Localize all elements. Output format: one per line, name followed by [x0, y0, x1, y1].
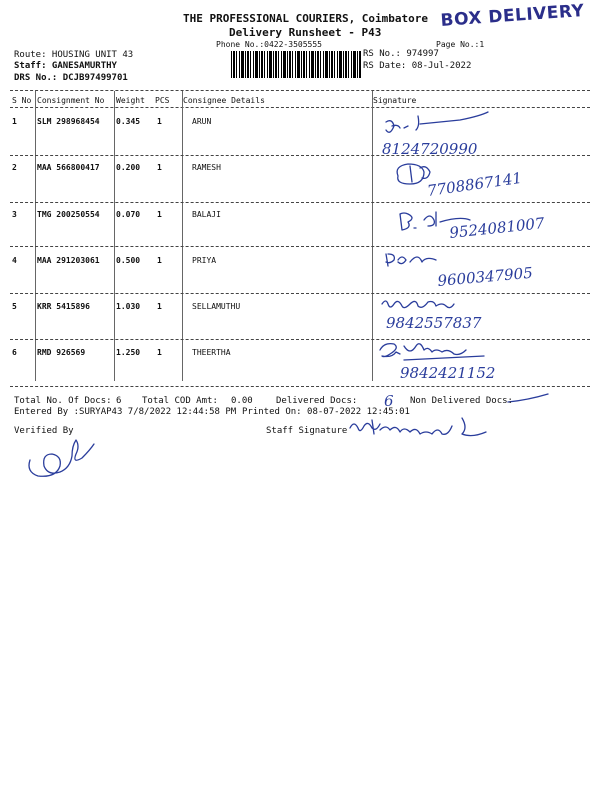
page-number: Page No.:1 [436, 40, 485, 49]
row-sno: 1 [12, 117, 17, 126]
row-sno: 3 [12, 210, 17, 219]
col-header-weight: Weight [116, 96, 145, 105]
box-delivery-stamp: BOX DELIVERY [440, 0, 585, 31]
row-consignee: SELLAMUTHU [192, 302, 241, 311]
row-consignee: RAMESH [192, 163, 221, 172]
row-weight: 1.030 [116, 302, 141, 311]
row-consignment: KRR 5415896 [37, 302, 90, 311]
handwritten-delivered-count: 6 [384, 392, 394, 410]
verified-signature-scribble [29, 440, 94, 476]
row-consignment: TMG 200250554 [37, 210, 100, 219]
row-consignee: ARUN [192, 117, 212, 126]
row-weight: 0.200 [116, 163, 141, 172]
row-pcs: 1 [157, 256, 162, 265]
handwritten-phone: 7708867141 [426, 168, 524, 200]
row-sno: 2 [12, 163, 17, 172]
staff-label: Staff: GANESAMURTHY [14, 61, 117, 71]
rs-number: RS No.: 974997 [363, 49, 439, 59]
staff-signature-label: Staff Signature [266, 426, 348, 436]
signature-scribble [397, 164, 430, 184]
row-pcs: 1 [157, 210, 162, 219]
total-cod-label: Total COD Amt: [142, 396, 218, 406]
handwritten-phone: 9842557837 [386, 314, 482, 332]
row-consignment: SLM 298968454 [37, 117, 100, 126]
entered-by: Entered By :SURYAP43 7/8/2022 12:44:58 PM [14, 407, 237, 417]
runsheet-title: Delivery Runsheet - P43 [229, 26, 382, 39]
row-sno: 4 [12, 256, 17, 265]
signature-scribble [386, 112, 488, 132]
signature-scribble [382, 301, 454, 308]
printed-on: Printed On: 08-07-2022 12:45:01 [242, 407, 410, 417]
col-header-consignee: Consignee Details [183, 96, 265, 105]
col-header-signature: Signature [373, 96, 417, 105]
handwritten-phone: 9524081007 [448, 214, 546, 242]
handwritten-phone: 9842421152 [400, 364, 496, 382]
row-weight: 0.345 [116, 117, 141, 126]
drs-number: DRS No.: DCJB97499701 [14, 73, 128, 83]
row-pcs: 1 [157, 302, 162, 311]
row-sno: 5 [12, 302, 17, 311]
col-header-consignment: Consignment No [37, 96, 105, 105]
row-weight: 1.250 [116, 348, 141, 357]
verified-by-label: Verified By [14, 426, 74, 436]
handwritten-phone: 9600347905 [436, 263, 534, 290]
total-cod-value: 0.00 [231, 396, 253, 406]
total-docs-value: 6 [116, 396, 122, 406]
col-header-pcs: PCS [155, 96, 170, 105]
row-pcs: 1 [157, 348, 162, 357]
row-weight: 0.500 [116, 256, 141, 265]
signature-scribble [380, 344, 484, 360]
non-delivered-docs-label: Non Delivered Docs: [410, 396, 513, 406]
row-sno: 6 [12, 348, 17, 357]
rs-date: RS Date: 08-Jul-2022 [363, 61, 472, 71]
handwritten-phone: 8124720990 [382, 140, 478, 158]
signature-scribble [386, 254, 436, 266]
row-consignee: PRIYA [192, 256, 217, 265]
row-pcs: 1 [157, 117, 162, 126]
phone-number: Phone No.:0422-3505555 [216, 40, 322, 49]
row-pcs: 1 [157, 163, 162, 172]
row-consignment: MAA 291203061 [37, 256, 100, 265]
company-name: THE PROFESSIONAL COURIERS, Coimbatore [183, 12, 429, 25]
row-weight: 0.070 [116, 210, 141, 219]
route-label: Route: HOUSING UNIT 43 [14, 50, 134, 60]
col-header-sno: S No [12, 96, 32, 105]
non-delivered-dash [508, 394, 548, 402]
row-consignment: MAA 566800417 [37, 163, 100, 172]
row-consignment: RMD 926569 [37, 348, 86, 357]
total-docs-label: Total No. Of Docs: [14, 396, 112, 406]
row-consignee: BALAJI [192, 210, 221, 219]
staff-signature-scribble [350, 418, 486, 436]
delivered-docs-label: Delivered Docs: [276, 396, 358, 406]
row-consignee: THEERTHA [192, 348, 231, 357]
